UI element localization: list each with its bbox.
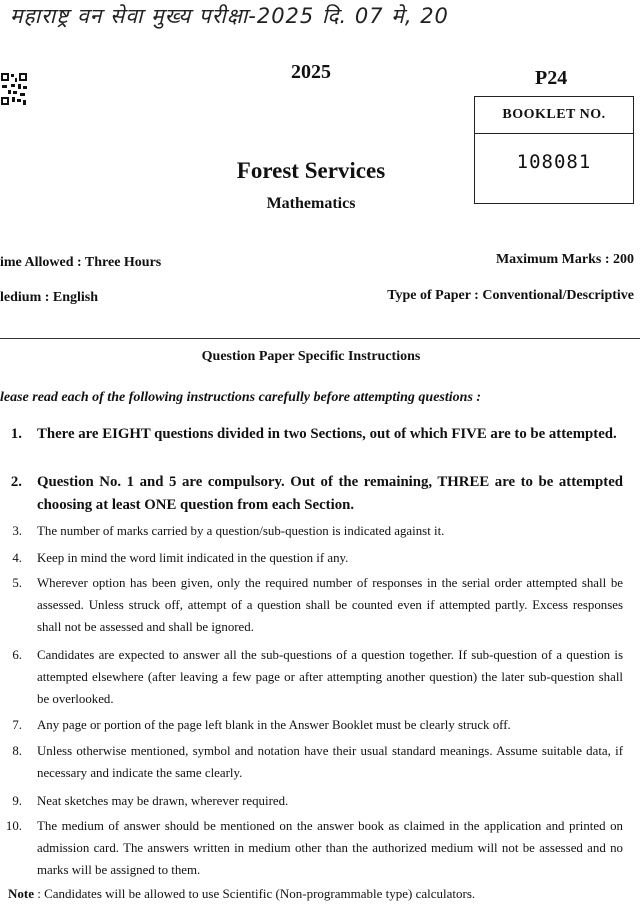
- lead-instruction: lease read each of the following instructions carefully before attempting questions :: [0, 390, 482, 405]
- instruction-number: 7.: [12, 718, 22, 732]
- paper-type: Type of Paper : Conventional/Descriptive: [387, 288, 634, 303]
- paper-code: P24: [535, 67, 568, 89]
- medium: ledium : English: [0, 290, 99, 305]
- instruction-text: Neat sketches may be drawn, wherever required.: [37, 794, 289, 808]
- instruction-text: Any page or portion of the page left blank in the Answer Booklet must be clearly struck off.: [37, 718, 511, 732]
- note: [8, 886, 475, 902]
- instruction-text: The number of marks carried by a question/sub-question is indicated against it.: [37, 524, 445, 538]
- instruction-text: There are EIGHT questions divided in two Sections, out of which FIVE are to be attempted.: [37, 426, 617, 442]
- time-allowed: ime Allowed : Three Hours: [0, 255, 162, 270]
- section-heading: Question Paper Specific Instructions: [201, 349, 421, 364]
- instruction-text: Question No. 1 and 5 are compulsory. Out of the remaining, THREE are to be attempted choosing at least ONE question from each Section.: [37, 474, 623, 513]
- instruction-text: Wherever option has been given, only the required number of responses in the serial order attempted shall be assessed. Unless struck off, attempt of a question shall be counted even if attempted partly. Excess responses shall not be assessed and shall be ignored.: [37, 576, 623, 634]
- handwritten-header: महाराष्ट्र वन सेवा मुख्य परीक्षा-2025 दि. 07 मे, 20: [10, 4, 449, 28]
- booklet-number-box: [474, 96, 634, 204]
- instruction-number: 1.: [10, 426, 22, 442]
- instruction-text: Keep in mind the word limit indicated in the question if any.: [37, 551, 349, 565]
- note-text: : Candidates will be allowed to use Scientific (Non-programmable type) calculators.: [34, 886, 476, 901]
- instruction-number: 3.: [12, 524, 22, 538]
- instruction-text: Unless otherwise mentioned, symbol and notation have their usual standard meanings. Assume suitable data, if necessary and indicate the same clearly.: [37, 744, 623, 780]
- max-marks: Maximum Marks : 200: [495, 252, 634, 267]
- instruction-number: 10.: [5, 819, 22, 833]
- instruction-number: 4.: [12, 551, 22, 565]
- instruction-text: The medium of answer should be mentioned on the answer book as claimed in the application and printed on admission card. The answers written in medium other than the authorized medium will not be assessed and no marks will be assigned to them.: [37, 819, 623, 877]
- booklet-number: 108081: [516, 151, 592, 173]
- booklet-label: BOOKLET NO.: [475, 97, 633, 134]
- exam-year: 2025: [291, 61, 331, 83]
- instruction-number: 6.: [12, 648, 22, 662]
- instruction-number: 2.: [10, 474, 22, 490]
- page-title: Forest Services: [236, 158, 386, 183]
- subject-title: Mathematics: [266, 195, 356, 212]
- instruction-text: Candidates are expected to answer all the sub-questions of a question together. If sub-question of a question is attempted elsewhere (after leaving a few page or after attempting another question) the later sub-question shall be overlooked.: [37, 648, 623, 706]
- instruction-number: 5.: [12, 576, 22, 590]
- note-label: Note: [8, 886, 34, 901]
- instruction-number: 8.: [12, 744, 22, 758]
- instruction-number: 9.: [12, 794, 22, 808]
- divider: [0, 338, 640, 339]
